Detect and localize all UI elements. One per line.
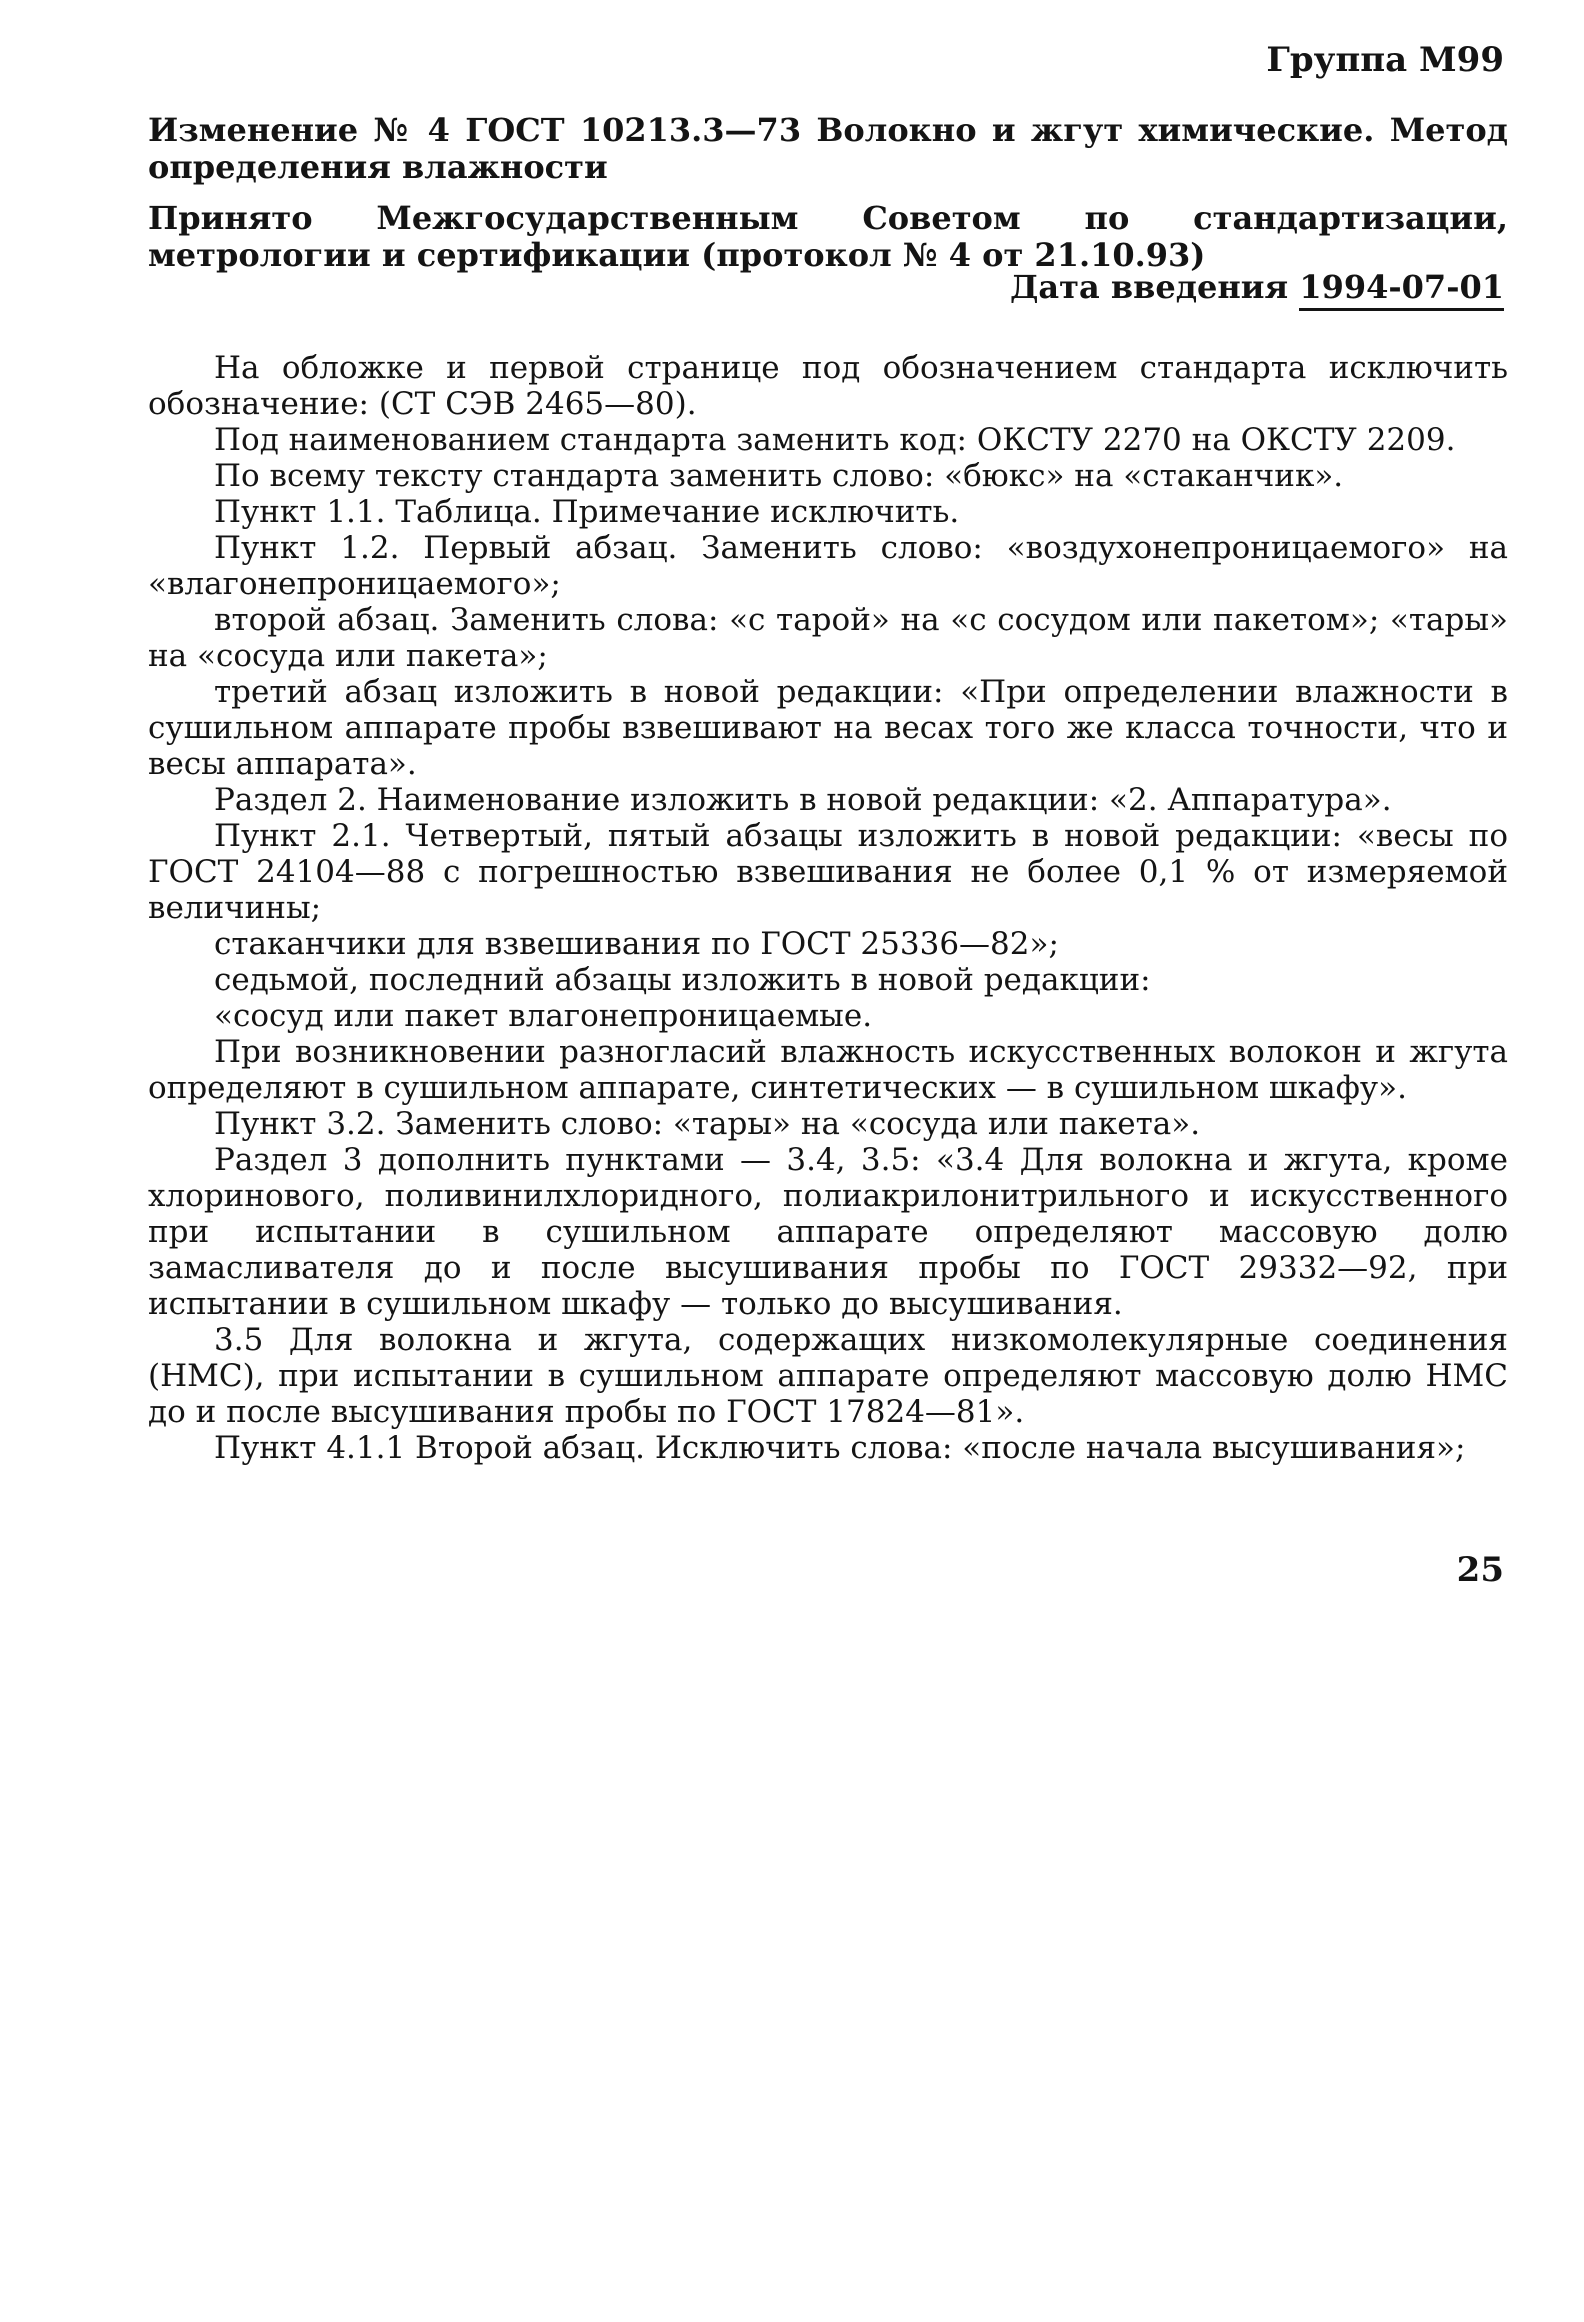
page-number: 25 bbox=[1456, 1550, 1504, 1590]
paragraph: третий абзац изложить в новой редакции: «При определении влажности в сушильном аппарате пробы взвешивают на весах того же класса точности, что и весы аппарата». bbox=[148, 674, 1508, 782]
amendment-title: Изменение № 4 ГОСТ 10213.3—73 Волокно и жгут химические. Метод определения влажности bbox=[148, 111, 1508, 186]
amendment-body bbox=[148, 350, 1508, 1466]
paragraph: Раздел 3 дополнить пунктами — 3.4, 3.5: «3.4 Для волокна и жгута, кроме хлоринового, поливинилхлоридного, полиакрилонитрильного и искусственного при испытании в сушильном аппарате определяют массовую долю замасливателя до и после высушивания пробы по ГОСТ 29332—92, при испытании в сушильном шкафу — только до высушивания. bbox=[148, 1142, 1508, 1322]
paragraph: Пункт 3.2. Заменить слово: «тары» на «сосуда или пакета». bbox=[214, 1106, 1201, 1142]
introduction-date bbox=[1010, 268, 1504, 306]
introduction-date-value: 1994-07-01 bbox=[1299, 268, 1504, 311]
paragraph: 3.5 Для волокна и жгута, содержащих низкомолекулярные соединения (НМС), при испытании в сушильном аппарате определяют массовую долю НМС до и после высушивания пробы по ГОСТ 17824—81». bbox=[148, 1322, 1508, 1430]
paragraph: Под наименованием стандарта заменить код: ОКСТУ 2270 на ОКСТУ 2209. bbox=[214, 422, 1456, 458]
paragraph: Раздел 2. Наименование изложить в новой редакции: «2. Аппаратура». bbox=[214, 782, 1392, 818]
paragraph: седьмой, последний абзацы изложить в новой редакции: bbox=[214, 962, 1151, 998]
paragraph: Пункт 1.1. Таблица. Примечание исключить. bbox=[214, 494, 960, 530]
paragraph: По всему тексту стандарта заменить слово: «бюкс» на «стаканчик». bbox=[214, 458, 1344, 494]
paragraph: Пункт 2.1. Четвертый, пятый абзацы изложить в новой редакции: «весы по ГОСТ 24104—88 с погрешностью взвешивания не более 0,1 % от измеряемой величины; bbox=[148, 818, 1508, 926]
paragraph: Пункт 4.1.1 Второй абзац. Исключить слова: «после начала высушивания»; bbox=[214, 1430, 1466, 1466]
paragraph: «сосуд или пакет влагонепроницаемые. bbox=[214, 998, 873, 1034]
introduction-date-label: Дата введения bbox=[1009, 268, 1289, 306]
paragraph: При возникновении разногласий влажность искусственных волокон и жгута определяют в сушильном аппарате, синтетических — в сушильном шкафу». bbox=[148, 1034, 1508, 1106]
paragraph: стаканчики для взвешивания по ГОСТ 25336—82»; bbox=[214, 926, 1059, 962]
paragraph: На обложке и первой странице под обозначением стандарта исключить обозначение: (СТ СЭВ 2465—80). bbox=[148, 350, 1508, 422]
adoption-statement: Принято Межгосударственным Советом по стандартизации, метрологии и сертификации (протокол № 4 от 21.10.93) bbox=[148, 199, 1508, 274]
paragraph: второй абзац. Заменить слова: «с тарой» на «с сосудом или пакетом»; «тары» на «сосуда или пакета»; bbox=[148, 602, 1508, 674]
group-label: Группа М99 bbox=[1266, 40, 1504, 80]
paragraph: Пункт 1.2. Первый абзац. Заменить слово: «воздухонепроницаемого» на «влагонепроницаемого»; bbox=[148, 530, 1508, 602]
